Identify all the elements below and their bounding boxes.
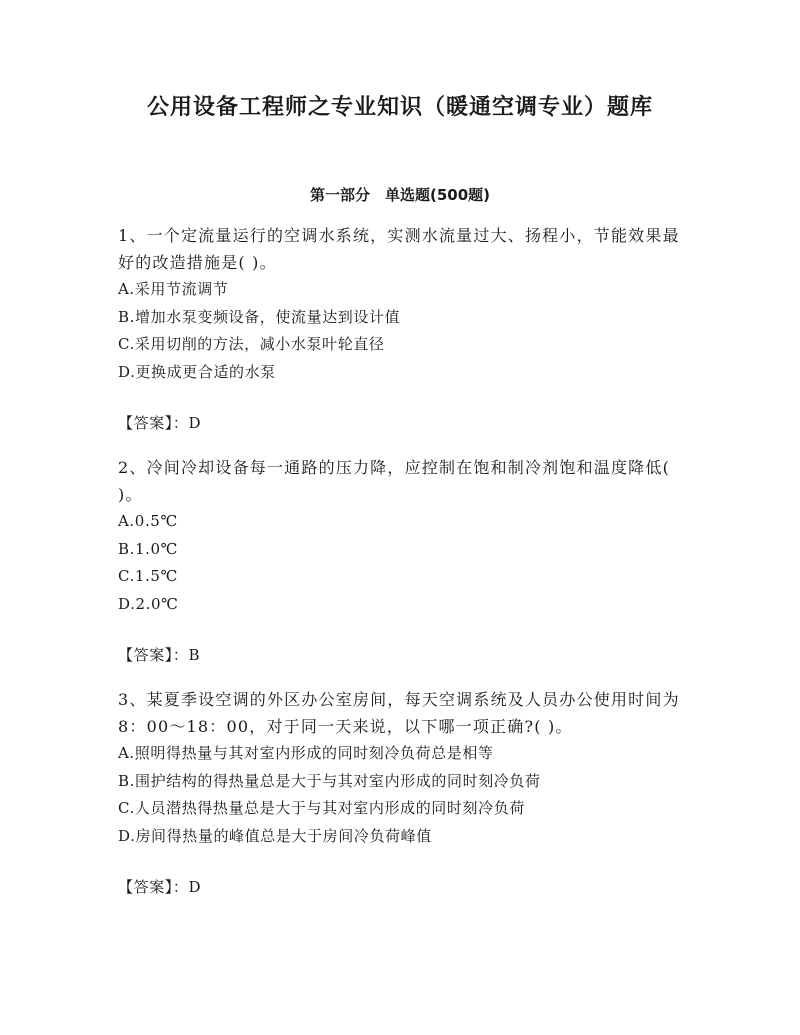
- answer-line: [118, 874, 682, 901]
- answer-line: [118, 642, 682, 669]
- option-c: C.1.5℃: [118, 567, 178, 585]
- answer-value: D: [188, 878, 202, 896]
- answer-label: 【答案】：: [118, 414, 189, 432]
- question-item: [118, 222, 682, 437]
- question-list: [118, 222, 682, 918]
- page-title: 公用设备工程师之专业知识（暖通空调专业）题库: [146, 95, 653, 120]
- option-c: C.采用切削的方法，减小水泵叶轮直径: [118, 335, 385, 353]
- question-stem: 2、冷间冷却设备每一通路的压力降，应控制在饱和制冷剂饱和温度降低( )。: [118, 458, 671, 504]
- option-d: D.房间得热量的峰值总是大于房间冷负荷峰值: [118, 826, 432, 845]
- option-b: B.增加水泵变频设备，使流量达到设计值: [118, 307, 401, 326]
- section-heading: 第一部分 单选题(500题): [309, 186, 491, 204]
- answer-value: B: [188, 646, 201, 664]
- question-stem: 1、一个定流量运行的空调水系统，实测水流量过大、扬程小，节能效果最好的改造措施是( )。: [118, 226, 680, 272]
- option-a: A.0.5℃: [118, 512, 178, 530]
- answer-label: 【答案】：: [118, 646, 189, 664]
- option-a: A.采用节流调节: [118, 280, 229, 298]
- question-item: [118, 686, 682, 901]
- option-d: D.更换成更合适的水泵: [118, 362, 276, 381]
- option-d: D.2.0℃: [118, 594, 179, 613]
- question-stem: 3、某夏季设空调的外区办公室房间，每天空调系统及人员办公使用时间为8：00～18：00，对于同一天来说，以下哪一项正确?( )。: [118, 690, 680, 736]
- answer-label: 【答案】：: [118, 878, 189, 896]
- question-item: [118, 454, 682, 669]
- option-b: B.围护结构的得热量总是大于与其对室内形成的同时刻冷负荷: [118, 771, 541, 790]
- option-c: C.人员潜热得热量总是大于与其对室内形成的同时刻冷负荷: [118, 799, 525, 817]
- answer-value: D: [188, 414, 202, 432]
- option-b: B.1.0℃: [118, 539, 179, 558]
- option-a: A.照明得热量与其对室内形成的同时刻冷负荷总是相等: [118, 744, 494, 762]
- answer-line: [118, 410, 682, 437]
